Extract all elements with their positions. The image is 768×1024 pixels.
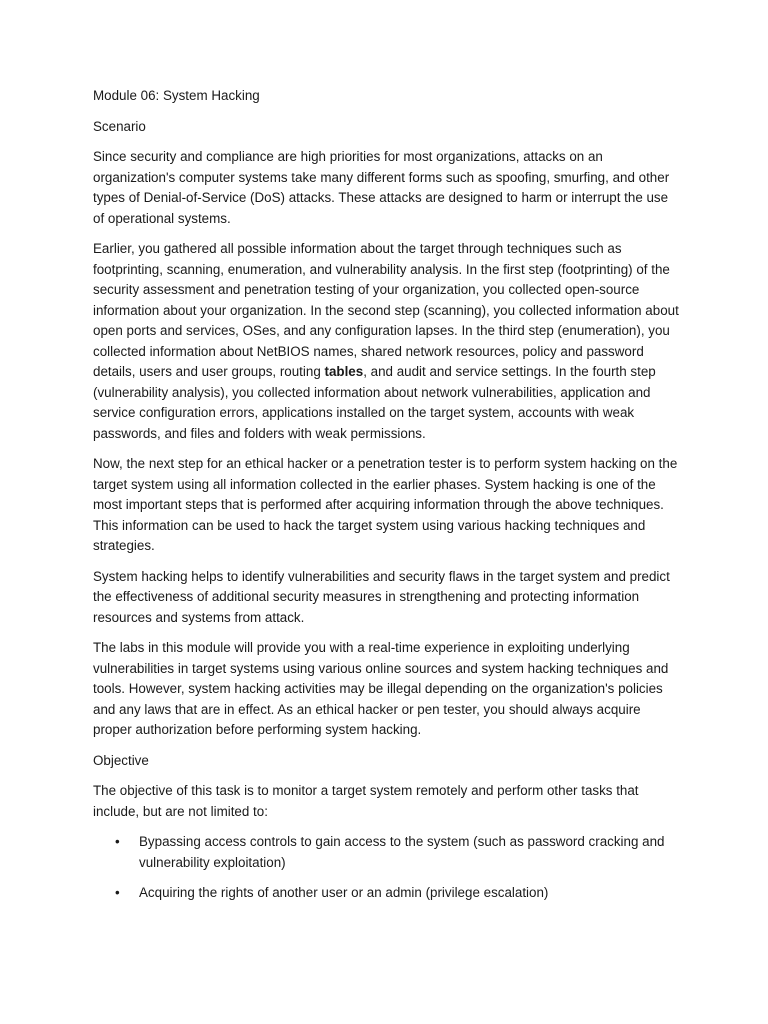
- bullet-dot-icon: •: [115, 834, 120, 849]
- scenario-paragraph-1: Since security and compliance are high priorities for most organizations, attacks on an organization's computer systems take many different forms such as spoofing, smurfing, and other types of Denial-of-Service (DoS) attacks. These attacks are designed to harm or interrupt the use of operational systems.: [93, 149, 670, 226]
- bullet-dot-icon: •: [115, 885, 120, 900]
- objective-bullet-1: [93, 832, 681, 873]
- objective-intro: The objective of this task is to monitor a target system remotely and perform other tasks that include, but are not limited to:: [93, 783, 639, 819]
- objective-bullet-2: [93, 883, 681, 904]
- scenario-paragraph-2: [93, 239, 681, 444]
- document-page: [93, 86, 681, 914]
- bold-word-tables: tables: [324, 364, 364, 379]
- objective-bullet-list: [93, 832, 681, 904]
- objective-bullet-1-text: Bypassing access controls to gain access to the system (such as password cracking and vulnerability exploitation): [139, 834, 665, 870]
- objective-bullet-2-text: Acquiring the rights of another user or an admin (privilege escalation): [139, 885, 549, 900]
- scenario-paragraph-3: Now, the next step for an ethical hacker or a penetration tester is to perform system hacking on the target system using all information collected in the earlier phases. System hacking is one of the most important steps that is performed after acquiring information through the above techniques. This information can be used to hack the target system using various hacking techniques and strategies.: [93, 456, 678, 553]
- paragraph-2-text-after: , and audit and service settings. In the fourth step (vulnerability analysis), you collected information about network vulnerabilities, application and service configuration errors, applications installed on the target system, accounts with weak passwords, and files and folders with weak permissions.: [93, 364, 656, 441]
- document-title: Module 06: System Hacking: [93, 88, 260, 103]
- scenario-heading: Scenario: [93, 118, 146, 134]
- paragraph-2-text-before: Earlier, you gathered all possible information about the target through techniques such as footprinting, scanning, enumeration, and vulnerability analysis. In the first step (footprinting) of the security assessment and penetration testing of your organization, you collected open-source information about your organization. In the second step (scanning), you collected information about open ports and services, OSes, and any configuration lapses. In the third step (enumeration), you collected information about NetBIOS names, shared network resources, policy and password details, users and user groups, routing: [93, 241, 679, 379]
- scenario-paragraph-4: System hacking helps to identify vulnerabilities and security flaws in the target system and predict the effectiveness of additional security measures in strengthening and protecting information resources and systems from attack.: [93, 568, 670, 625]
- objective-heading: Objective: [93, 752, 149, 768]
- scenario-paragraph-5: The labs in this module will provide you with a real-time experience in exploiting underlying vulnerabilities in target systems using various online sources and system hacking techniques and tools. However, system hacking activities may be illegal depending on the organization's policies and any laws that are in effect. As an ethical hacker or pen tester, you should always acquire proper authorization before performing system hacking.: [93, 640, 669, 737]
